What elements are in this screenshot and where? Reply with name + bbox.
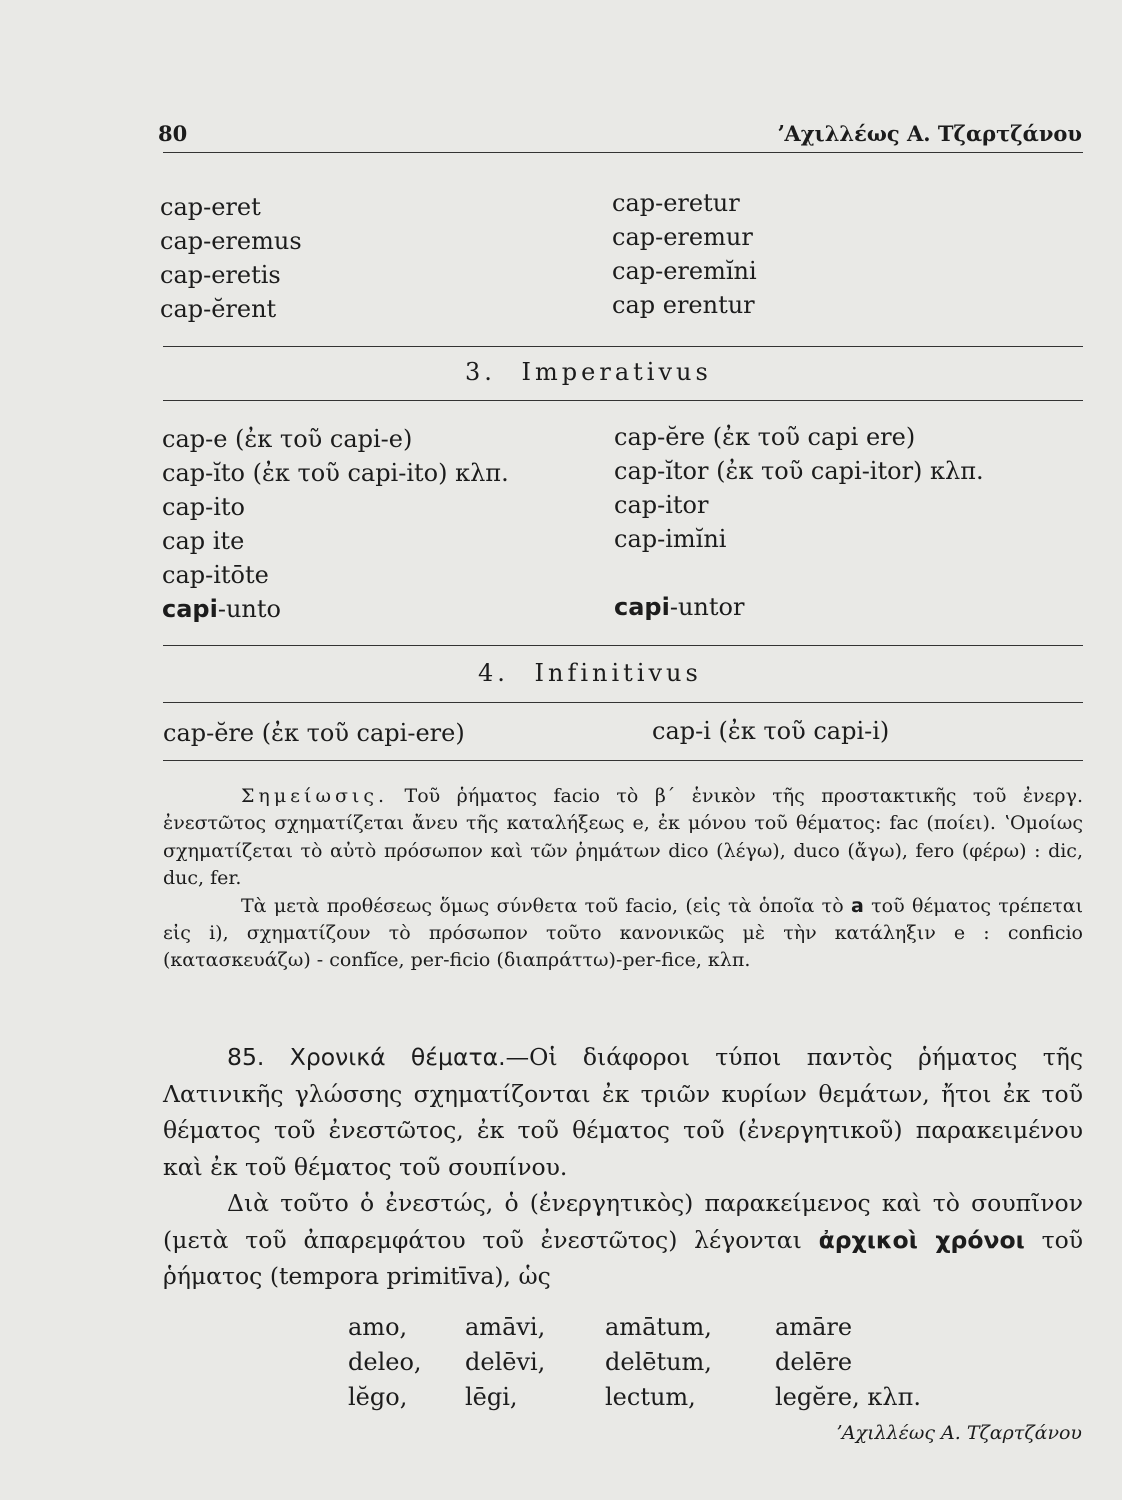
conjugation-form: cap-eremur [612,223,753,251]
running-title: ʼΑχιλλέως Α. Τζαρτζάνου [777,121,1082,146]
conjugation-form: cap-eremus [160,227,302,255]
conjugation-form: cap erentur [612,291,755,319]
conjugation-form: cap-e (ἐκ τοῦ capi-e) [162,425,413,453]
infinitive-passive: cap-i (ἐκ τοῦ capi-i) [652,717,890,745]
table-cell: delēvi, [465,1348,546,1376]
table-cell: delētum, [605,1348,712,1376]
table-cell: legĕre, κλπ. [775,1383,921,1411]
section-heading-imperativus [465,358,712,386]
note-text: τοῦ θέματος τρέπεται εἰς i), σχηματίζουν τὸ πρόσωπον τοῦτο κανονικῶς μὲ τὴν κατάληξιν e : conficio (κατασκευάζω) - confĭce, per-ficio (διαπράττω)-per-fice, κλπ. [163,894,1084,972]
table-cell: lēgi, [465,1383,518,1411]
body-paragraph [163,1039,1083,1185]
conjugation-form: cap-eret [160,193,261,221]
section-rule [163,346,1083,347]
section-number: 3. [465,358,496,386]
table-cell: amātum, [605,1313,712,1341]
section-heading: 85. Χρονικά θέματα. [227,1043,506,1071]
body-text: Διὰ τοῦτο ὁ ἐνεστώς, ὁ (ἐνεργητικὸς) παρακείμενος καὶ τὸ σουπῖνον (μετὰ τοῦ ἀπαρεμφάτου τοῦ ἐνεστῶτος) λέγονται [163,1189,1083,1254]
body-text: —Οἱ διάφοροι τύποι παντὸς ῥήματος τῆς Λατινικῆς γλώσσης σχηματίζονται ἐκ τριῶν κυρίων θεμάτων, ἤτοι ἐκ τοῦ θέματος τοῦ ἐνεστῶτος, ἐκ τοῦ θέματος τοῦ (ἐνεργητικοῦ) παρακειμένου καὶ ἐκ τοῦ θέματος τοῦ σουπίνου. [163,1043,1083,1181]
conjugation-form: cap-ĭtor (ἐκ τοῦ capi-itor) κλπ. [614,457,984,485]
note-text: Τὰ μετὰ προθέσεως ὅμως σύνθετα τοῦ facio, (εἰς τὰ ὁποῖα τὸ [241,894,844,917]
bold-letter: a [850,894,864,917]
conjugation-form: cap-eretis [160,261,281,289]
conjugation-form: cap-ĭto (ἐκ τοῦ capi-ito) κλπ. [162,459,509,487]
principal-parts-table [348,1310,921,1415]
section-title: Infinitivus [534,659,702,687]
signature: ʼΑχιλλέως Α. Τζαρτζάνου [835,1422,1082,1444]
note-block [163,783,1083,975]
table-cell: delēre [775,1348,853,1376]
conjugation-form: cap-itor [614,491,709,519]
conjugation-form: cap-itōte [162,561,269,589]
conjugation-form: cap-imĭni [614,525,727,553]
table-cell: lectum, [605,1383,696,1411]
section-rule [163,645,1083,646]
conjugation-form: cap-ito [162,493,245,521]
table-cell: deleo, [348,1348,422,1376]
section-rule [163,702,1083,703]
conjugation-form: cap-ĕrent [160,295,277,323]
section-rule [163,400,1083,401]
section-85 [163,1039,1083,1295]
imperative-active-list [162,422,509,626]
table-row [348,1310,921,1345]
note-paragraph [163,893,1083,975]
table-cell: amāre [775,1313,853,1341]
note-paragraph [163,783,1083,893]
table-cell: amo, [348,1313,408,1341]
section-heading-infinitivus [478,659,702,687]
section-rule [163,760,1083,761]
table-row [348,1380,921,1415]
bold-term: ἀρχικοὶ χρόνοι [818,1225,1025,1254]
ending: -untor [669,593,745,621]
note-label: Σημείωσις. [241,785,389,807]
bold-stem: capi [614,593,670,621]
note-text: Τοῦ ῥήματος facio τὸ β΄ ἑνικὸν τῆς προστακτικῆς τοῦ ἐνεργ. ἐνεστῶτος σχηματίζεται ἄνευ τῆς καταλήξεως e, ἐκ μόνου τοῦ θέματος: fac (ποίει). ʽΟμοίως σχηματίζεται τὸ αὐτὸ πρόσωπον καὶ τῶν ῥημάτων dico (λέγω), duco (ἄγω), fero (φέρω) : dic, duc, fer. [163,785,1084,890]
table-cell: amāvi, [465,1313,546,1341]
bold-stem: capi [162,595,218,623]
section-number: 4. [478,659,509,687]
conjugation-form: cap-eremĭni [612,257,757,285]
infinitive-active: cap-ĕre (ἐκ τοῦ capi-ere) [163,719,465,747]
body-paragraph [163,1185,1083,1295]
ending: -unto [217,595,281,623]
table-cell: lĕgo, [348,1383,408,1411]
conjugation-form: cap ite [162,527,245,555]
conjugation-form: cap-eretur [612,189,740,217]
table-row [348,1345,921,1380]
body-text: τοῦ ῥήματος (tempora primitīva), ὡς [163,1225,1083,1290]
page-number: 80 [158,121,188,146]
header-rule [163,152,1083,153]
conjugation-form: cap-ĕre (ἐκ τοῦ capi ere) [614,423,916,451]
section-title: Imperativus [521,358,712,386]
conjugation-form [162,592,509,626]
subjunctive-passive-list [612,186,757,322]
imperative-passive-list [614,420,984,624]
subjunctive-active-list [160,190,302,326]
conjugation-form [614,590,984,624]
